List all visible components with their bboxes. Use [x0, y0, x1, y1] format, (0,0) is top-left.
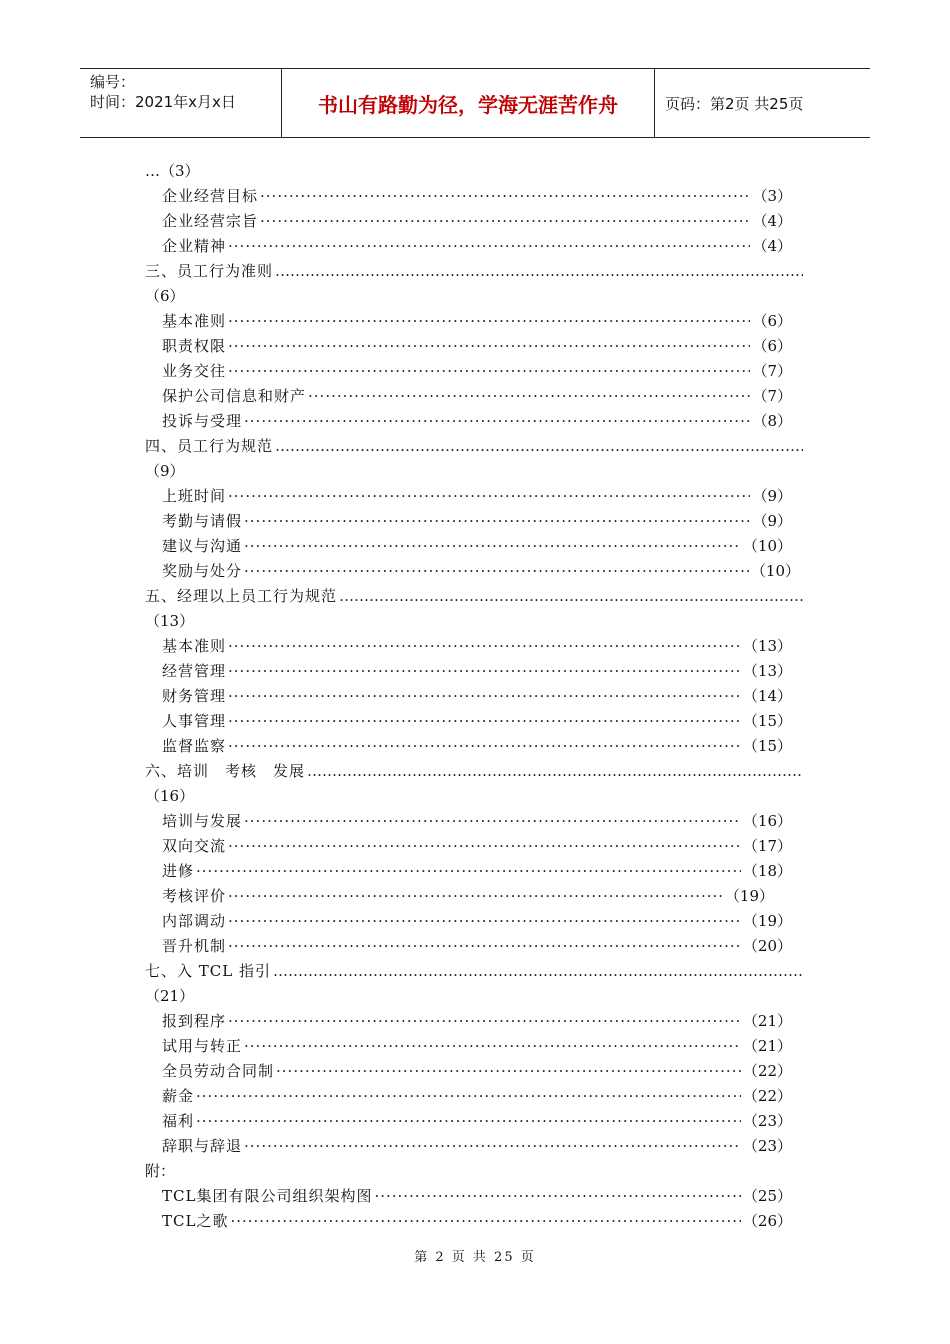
- toc-page: （13）: [742, 662, 792, 680]
- toc-page: （19）: [742, 912, 792, 930]
- leader-dots: [228, 735, 741, 757]
- toc-label: 财务管理: [162, 687, 227, 705]
- toc-page: （21）: [145, 987, 195, 1005]
- leader-dots: [307, 760, 803, 782]
- toc-continued-page: …（3）: [145, 162, 200, 180]
- toc-page: （9）: [752, 512, 792, 530]
- toc-page: （6）: [752, 337, 792, 355]
- leader-dots: [260, 185, 750, 207]
- toc-page: （4）: [752, 212, 792, 230]
- leader-dots: [196, 1110, 741, 1132]
- leader-dots: [228, 710, 741, 732]
- leader-dots: [244, 1035, 741, 1057]
- page-footer: 第 2 页 共 25 页: [414, 1250, 536, 1265]
- toc-page: （20）: [742, 937, 792, 955]
- toc-page: （6）: [752, 312, 792, 330]
- leader-dots: [276, 1060, 741, 1082]
- appendix-heading: 附：: [145, 1162, 176, 1180]
- toc-label: 建议与沟通: [162, 537, 243, 555]
- toc-entry: [162, 335, 792, 357]
- leader-dots: [196, 860, 741, 882]
- toc-entry: [162, 1085, 792, 1107]
- toc-entry: [162, 835, 792, 857]
- toc-label: 基本准则: [162, 637, 227, 655]
- toc-label: 基本准则: [162, 312, 227, 330]
- header-meta: [80, 69, 282, 137]
- toc-page: （26）: [742, 1212, 792, 1230]
- toc-label: 五、经理以上员工行为规范: [145, 587, 338, 605]
- toc-entry: [162, 860, 792, 882]
- toc-label: 薪金: [162, 1087, 195, 1105]
- toc-entry: [162, 910, 792, 932]
- page-header: [80, 68, 870, 138]
- toc-page: （10）: [750, 562, 800, 580]
- toc-page: （14）: [742, 687, 792, 705]
- toc-page: （22）: [742, 1087, 792, 1105]
- toc-label: TCL之歌: [162, 1212, 229, 1230]
- toc-label: 人事管理: [162, 712, 227, 730]
- leader-dots: [244, 810, 741, 832]
- toc-label: 三、员工行为准则: [145, 262, 274, 280]
- leader-dots: [244, 560, 749, 582]
- toc-chapter: [145, 435, 805, 457]
- toc-page: （16）: [742, 812, 792, 830]
- toc-label: 考核评价: [162, 887, 227, 905]
- toc-page: （25）: [742, 1187, 792, 1205]
- leader-dots: [260, 210, 750, 232]
- toc-label: 业务交往: [162, 362, 227, 380]
- toc-page: （23）: [742, 1112, 792, 1130]
- toc-entry: [162, 385, 792, 407]
- leader-dots: [339, 585, 803, 607]
- toc-chapter: [145, 260, 805, 282]
- toc-entry: [162, 885, 774, 907]
- leader-dots: [244, 410, 750, 432]
- toc-page: （9）: [145, 462, 185, 480]
- toc-label: TCL集团有限公司组织架构图: [162, 1187, 373, 1205]
- toc-label: 经营管理: [162, 662, 227, 680]
- toc-entry: [162, 1010, 792, 1032]
- toc-entry: [162, 360, 792, 382]
- toc-page: （21）: [742, 1012, 792, 1030]
- leader-dots: [228, 485, 750, 507]
- leader-dots: [230, 1210, 740, 1232]
- header-motto-cell: [282, 69, 655, 137]
- toc-label: 投诉与受理: [162, 412, 243, 430]
- motto-text: 书山有路勤为径，学海无涯苦作舟: [318, 92, 618, 117]
- toc-page: （17）: [742, 837, 792, 855]
- toc-label: 六、培训 考核 发展: [145, 762, 306, 780]
- code-label: 编号：: [90, 73, 136, 91]
- leader-dots: [228, 835, 741, 857]
- leader-dots: [228, 885, 723, 907]
- toc-entry: [162, 560, 800, 582]
- toc-page: （18）: [742, 862, 792, 880]
- toc-label: 进修: [162, 862, 195, 880]
- toc-entry: [162, 210, 792, 232]
- toc-chapter: [145, 585, 805, 607]
- leader-dots: [273, 960, 803, 982]
- toc-entry: [162, 1110, 792, 1132]
- toc-page: （23）: [742, 1137, 792, 1155]
- toc-page: （7）: [752, 387, 792, 405]
- toc-entry: [162, 310, 792, 332]
- toc-page: （16）: [145, 787, 195, 805]
- toc-label: 监督监察: [162, 737, 227, 755]
- toc-entry: [162, 1210, 792, 1232]
- leader-dots: [228, 660, 741, 682]
- leader-dots: [228, 910, 741, 932]
- toc-label: 报到程序: [162, 1012, 227, 1030]
- toc-label: 内部调动: [162, 912, 227, 930]
- toc-page: （13）: [742, 637, 792, 655]
- header-page-info: 页码：第2页 共25页: [665, 94, 804, 113]
- toc-label: 福利: [162, 1112, 195, 1130]
- toc-page: （15）: [742, 737, 792, 755]
- toc-label: 全员劳动合同制: [162, 1062, 275, 1080]
- toc-entry: [162, 635, 792, 657]
- toc-label: 奖励与处分: [162, 562, 243, 580]
- toc-entry: [162, 235, 792, 257]
- toc-entry: [162, 1060, 792, 1082]
- toc-entry: [162, 485, 792, 507]
- toc-entry: [162, 510, 792, 532]
- toc-label: 七、入 TCL 指引: [145, 962, 271, 980]
- leader-dots: [228, 1010, 741, 1032]
- toc-entry: [162, 710, 792, 732]
- toc-entry: [162, 185, 792, 207]
- leader-dots: [374, 1185, 740, 1207]
- toc-entry: [162, 660, 792, 682]
- toc-label: 试用与转正: [162, 1037, 243, 1055]
- leader-dots: [244, 1135, 741, 1157]
- toc-label: 企业经营宗旨: [162, 212, 259, 230]
- toc-label: 培训与发展: [162, 812, 243, 830]
- toc-page: （15）: [742, 712, 792, 730]
- toc-chapter: [145, 760, 805, 782]
- toc-entry: [162, 1135, 792, 1157]
- toc-label: 上班时间: [162, 487, 227, 505]
- toc-page: （10）: [742, 537, 792, 555]
- leader-dots: [308, 385, 750, 407]
- toc-entry: [162, 810, 792, 832]
- toc-label: 双向交流: [162, 837, 227, 855]
- toc-page: （4）: [752, 237, 792, 255]
- toc-entry: [162, 935, 792, 957]
- leader-dots: [244, 510, 750, 532]
- toc-label: 保护公司信息和财产: [162, 387, 307, 405]
- toc-label: 晋升机制: [162, 937, 227, 955]
- toc-page: （13）: [145, 612, 195, 630]
- toc-entry: [162, 1035, 792, 1057]
- toc-entry: [162, 410, 792, 432]
- toc-entry: [162, 1185, 792, 1207]
- toc-chapter: [145, 960, 805, 982]
- leader-dots: [228, 360, 750, 382]
- leader-dots: [275, 435, 803, 457]
- leader-dots: [228, 935, 741, 957]
- leader-dots: [228, 685, 741, 707]
- toc-page: （22）: [742, 1062, 792, 1080]
- leader-dots: [228, 635, 741, 657]
- toc-label: 职责权限: [162, 337, 227, 355]
- leader-dots: [196, 1085, 741, 1107]
- toc-entry: [162, 685, 792, 707]
- toc-page: （19）: [724, 887, 774, 905]
- toc-entry: [162, 535, 792, 557]
- toc-page: （6）: [145, 287, 185, 305]
- toc-label: 企业经营目标: [162, 187, 259, 205]
- leader-dots: [228, 310, 750, 332]
- leader-dots: [228, 235, 750, 257]
- toc-label: 企业精神: [162, 237, 227, 255]
- date-label: 时间：2021年x月x日: [90, 93, 236, 111]
- toc-label: 考勤与请假: [162, 512, 243, 530]
- toc-page: （7）: [752, 362, 792, 380]
- leader-dots: [244, 535, 741, 557]
- toc-entry: [162, 735, 792, 757]
- toc-label: 辞职与辞退: [162, 1137, 243, 1155]
- toc-page: （21）: [742, 1037, 792, 1055]
- toc-page: （3）: [752, 187, 792, 205]
- toc-page: （8）: [752, 412, 792, 430]
- toc-label: 四、员工行为规范: [145, 437, 274, 455]
- leader-dots: [275, 260, 803, 282]
- toc-page: （9）: [752, 487, 792, 505]
- leader-dots: [228, 335, 750, 357]
